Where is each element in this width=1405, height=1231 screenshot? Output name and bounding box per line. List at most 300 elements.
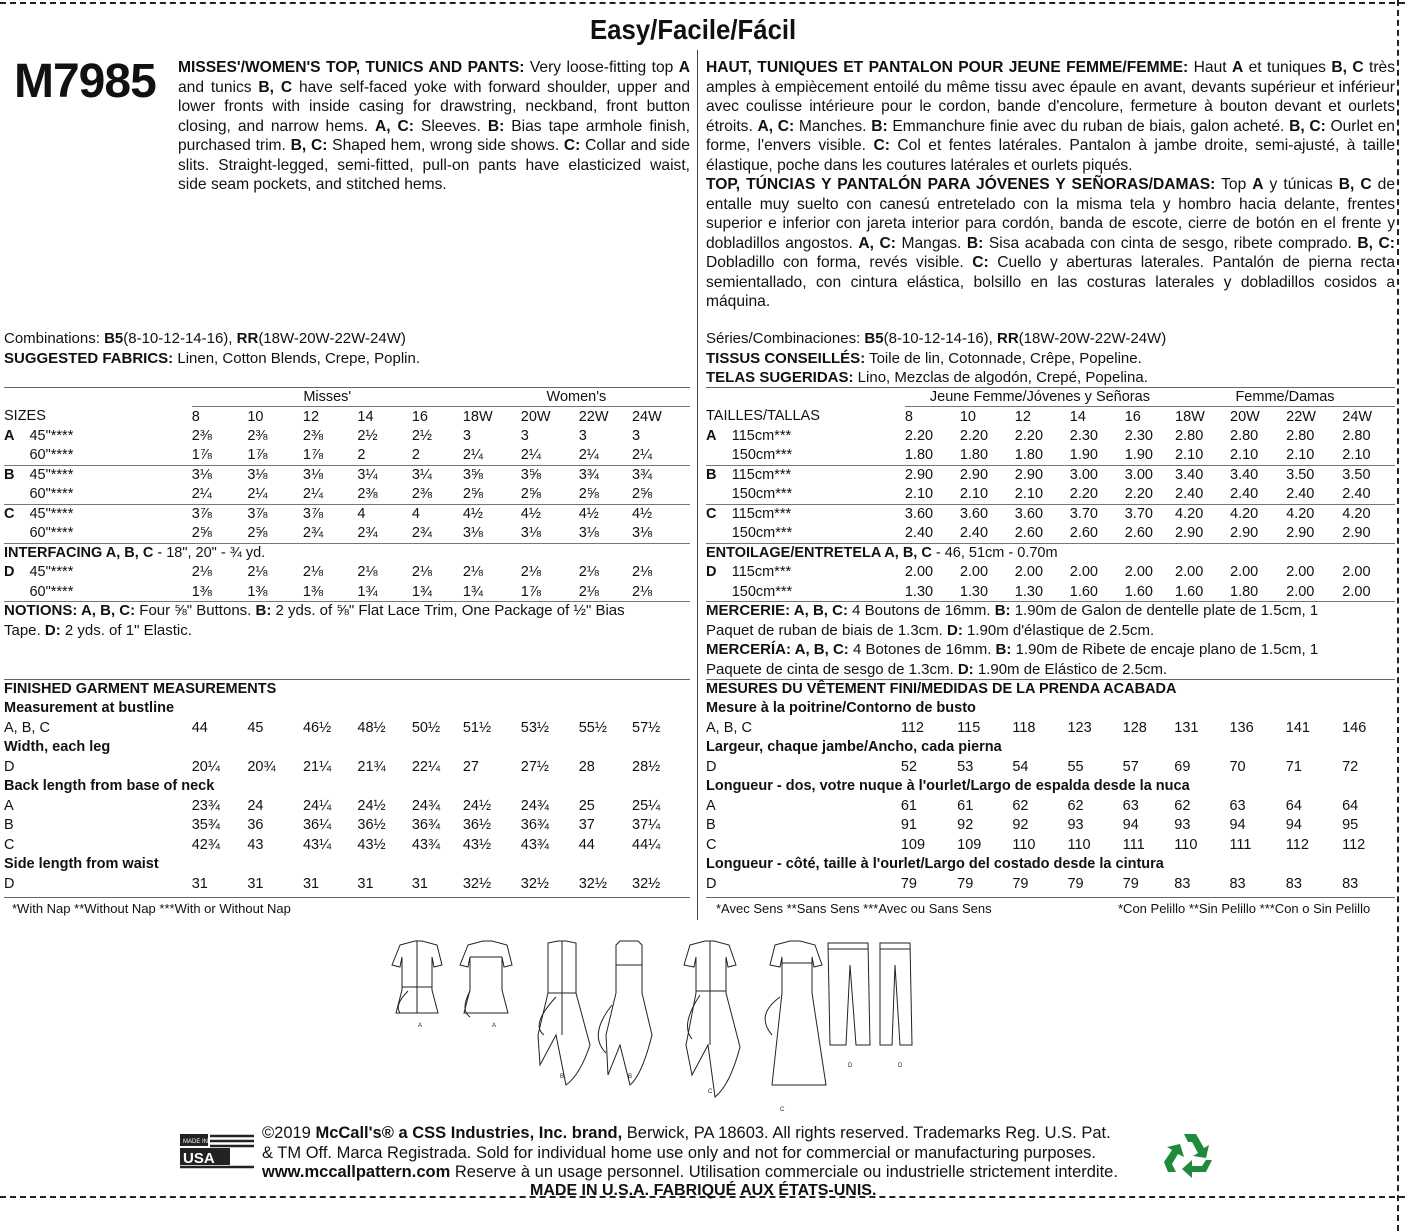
fabric-width: 45"**** <box>29 467 74 483</box>
measurement-value: 94 <box>1285 817 1302 834</box>
yardage-row <box>706 446 1395 466</box>
measurement-value: 79 <box>1067 875 1084 892</box>
measurement-value: 20¾ <box>247 758 276 775</box>
yardage-value: 1.90 <box>1125 446 1175 466</box>
yardage-value: 2.00 <box>1124 564 1153 581</box>
yardage-value: 2.20 <box>904 427 934 444</box>
combinations-right: Séries/Combinaciones: B5(8-10-12-14-16), RR(18W-20W-22W-24W) <box>706 330 1167 347</box>
yardage-value: 2.40 <box>1175 485 1230 505</box>
measurement-value: 64 <box>1342 797 1359 814</box>
measurement-value: 43¾ <box>520 836 549 853</box>
measurement-value: 43¾ <box>411 836 441 853</box>
measurement-value: 79 <box>900 875 917 892</box>
yardage-value: 2.80 <box>1175 427 1204 444</box>
size-header: 12 <box>302 408 320 425</box>
yardage-value: 2⅛ <box>302 564 324 581</box>
measurement-value: 71 <box>1285 758 1302 775</box>
view-label <box>706 524 732 544</box>
measurement-value: 61 <box>900 797 917 814</box>
group-misses: Misses' <box>192 387 463 407</box>
measurement-value: 95 <box>1342 817 1359 834</box>
measurement-row <box>4 796 690 816</box>
fabric-width: 60"**** <box>29 446 191 466</box>
yardage-value: 2⅛ <box>579 582 632 602</box>
measurement-value: 109 <box>957 836 982 853</box>
combinations-left: Combinations: B5(8-10-12-14-16), RR(18W-20W-22W-24W) <box>4 330 406 347</box>
yardage-row <box>4 504 690 524</box>
yardage-value: 2.00 <box>959 564 989 581</box>
measurement-value: 36 <box>247 817 264 834</box>
measurement-value: 51½ <box>462 719 492 736</box>
size-header: 12 <box>1014 408 1031 425</box>
measurement-value: 22¼ <box>411 758 441 775</box>
yardage-value: 2¼ <box>247 485 303 505</box>
yardage-value: 3⅞ <box>247 506 268 522</box>
yardage-value: 3.40 <box>1230 467 1259 483</box>
view-label: D <box>706 758 717 775</box>
measurement-value: 32½ <box>578 875 607 892</box>
yardage-value: 2⅝ <box>463 485 521 505</box>
measurement-value: 83 <box>1285 875 1302 892</box>
measurement-value: 123 <box>1067 719 1092 736</box>
finished-measurements-heading: FINISHED GARMENT MEASUREMENTS <box>4 680 277 697</box>
size-header: 10 <box>247 408 264 425</box>
view-label: C <box>4 836 15 853</box>
sketch-label: D <box>898 1063 903 1069</box>
measurement-row <box>706 874 1395 894</box>
yardage-value: 2¼ <box>303 485 357 505</box>
footnote-english: *With Nap **Without Nap ***With or Without Nap <box>12 901 291 916</box>
yardage-value: 2⅜ <box>247 427 268 444</box>
measurement-value: 25 <box>578 797 595 814</box>
sizes-row <box>4 407 690 427</box>
yardage-value: 4.20 <box>1175 506 1204 522</box>
yardage-value: 2¼ <box>521 446 579 466</box>
yardage-value: 2¼ <box>579 446 632 466</box>
yardage-value: 2.90 <box>1175 524 1230 544</box>
yardage-value: 4½ <box>520 506 541 522</box>
measurement-value: 79 <box>1122 875 1139 892</box>
yardage-row <box>706 485 1395 505</box>
yardage-value: 3¼ <box>357 467 378 483</box>
yardage-value: 1.80 <box>1015 446 1070 466</box>
yardage-value: 1⅞ <box>521 582 579 602</box>
view-label: D <box>4 758 15 775</box>
yardage-value: 3.60 <box>959 506 989 522</box>
size-group-header <box>706 387 1395 407</box>
notions-line: Tape. D: 2 yds. of 1" Elastic. <box>4 622 192 639</box>
yardage-value: 3 <box>578 427 587 444</box>
garment-sketches <box>380 935 920 1115</box>
yardage-value: 3⅝ <box>520 467 541 483</box>
yardage-value: 2¾ <box>357 524 411 544</box>
yardage-value: 2⅜ <box>357 485 411 505</box>
measurement-value: 111 <box>1122 836 1145 853</box>
measurement-value: 83 <box>1174 875 1191 892</box>
pattern-number: M7985 <box>14 55 156 108</box>
sketch-view-a-front <box>392 941 442 1013</box>
measurement-value: 28 <box>578 758 595 775</box>
sketch-label: C <box>708 1089 713 1095</box>
measurement-label: Measurement at bustline <box>4 700 175 717</box>
yardage-value: 1¾ <box>412 582 463 602</box>
yardage-value: 3⅛ <box>247 467 268 483</box>
yardage-value: 2⅜ <box>191 427 212 444</box>
yardage-value: 3.50 <box>1286 467 1315 483</box>
yardage-value: 2½ <box>357 427 378 444</box>
yardage-value: 2.10 <box>1230 446 1286 466</box>
yardage-value: 2⅛ <box>631 564 653 581</box>
yardage-value: 2.90 <box>959 467 989 483</box>
yardage-value: 4 <box>357 506 366 522</box>
measurement-value: 92 <box>957 817 974 834</box>
measurement-value: 110 <box>1067 836 1091 853</box>
measurement-value: 141 <box>1285 719 1310 736</box>
yardage-value: 2.40 <box>1342 485 1395 505</box>
footnote-french: *Avec Sens **Sans Sens ***Avec ou Sans Sens <box>716 901 992 916</box>
interfacing-label: INTERFACING A, B, C - 18", 20" - ¾ yd. <box>4 545 266 561</box>
fabric-width: 150cm*** <box>732 524 905 544</box>
measurement-value: 32½ <box>520 875 549 892</box>
yardage-row <box>4 524 690 544</box>
yardage-value: 2.10 <box>1342 446 1395 466</box>
yardage-value: 2.00 <box>1230 564 1259 581</box>
yardage-value: 3⅝ <box>462 467 483 483</box>
fabric-width: 150cm*** <box>732 582 905 602</box>
fabric-width: 60"**** <box>29 582 191 602</box>
measurement-value: 31 <box>357 875 374 892</box>
measurement-row <box>706 835 1395 855</box>
view-label <box>4 524 29 544</box>
finished-measurements-heading: MESURES DU VÊTEMENT FINI/MEDIDAS DE LA PRENDA ACABADA <box>706 680 1177 697</box>
yardage-value: 1⅜ <box>247 582 303 602</box>
measurement-value: 37 <box>578 817 595 834</box>
measurement-value: 35¾ <box>191 817 220 834</box>
measurement-value: 93 <box>1067 817 1084 834</box>
measurement-value: 44 <box>578 836 595 853</box>
yardage-row <box>706 563 1395 583</box>
yardage-value: 2.80 <box>1286 427 1315 444</box>
yardage-value: 1.80 <box>1230 582 1286 602</box>
yardage-value: 2.90 <box>1230 524 1286 544</box>
made-in-usa-logo <box>180 1134 254 1170</box>
group-misses: Jeune Femme/Jóvenes y Señoras <box>905 387 1175 407</box>
yardage-value: 3¾ <box>631 467 653 483</box>
yardage-value: 3¾ <box>578 467 599 483</box>
size-header: 14 <box>1069 408 1086 425</box>
view-label <box>4 582 29 602</box>
measurement-value: 53½ <box>520 719 549 736</box>
yardage-value: 2¾ <box>303 524 357 544</box>
size-header: 14 <box>357 408 374 425</box>
measurement-label: Side length from waist <box>4 856 159 873</box>
yardage-value: 2.30 <box>1124 427 1153 444</box>
yardage-value: 2¾ <box>412 524 463 544</box>
measurement-value: 112 <box>1285 836 1309 853</box>
interfacing-row <box>706 543 1395 563</box>
measurement-value: 92 <box>1012 817 1029 834</box>
measurement-value: 83 <box>1342 875 1359 892</box>
size-header: 8 <box>904 408 913 425</box>
view-label: B <box>4 467 15 483</box>
measurement-value: 43 <box>247 836 264 853</box>
yardage-value: 2.10 <box>1175 446 1230 466</box>
measurement-value: 79 <box>1012 875 1029 892</box>
yardage-row <box>706 426 1395 446</box>
yardage-value: 2.90 <box>1014 467 1044 483</box>
yardage-value: 3⅛ <box>191 467 212 483</box>
measurement-value: 112 <box>900 719 924 736</box>
footnote-spanish: *Con Pelillo **Sin Pelillo ***Con o Sin Pelillo <box>1118 901 1371 916</box>
description-english: MISSES'/WOMEN'S TOP, TUNICS AND PANTS: Very loose-fitting top A and tunics B, C have self-faced yoke with forward shoulder, upper and lower fronts with inside casing for drawstring, neckband, front button closing, and narrow hems. A, C: Sleeves. B: Bias tape armhole finish, purchased trim. B, C: Shaped hem, wrong side shows. C: Collar and side slits. Straight-legged, semi-fitted, pull-on pants have elasticized waist, side seam pockets, and stitched hems. <box>178 59 691 193</box>
sketch-label: B <box>628 1074 633 1080</box>
yardage-value: 3.70 <box>1069 506 1098 522</box>
fabric-width: 45"**** <box>29 506 74 522</box>
yardage-value: 3⅛ <box>463 524 521 544</box>
yardage-value: 2.40 <box>960 524 1015 544</box>
measurement-value: 94 <box>1122 817 1139 834</box>
yardage-value: 2.20 <box>1014 427 1044 444</box>
measurement-value: 83 <box>1229 875 1246 892</box>
yardage-value: 3.40 <box>1175 467 1204 483</box>
measurement-label: Back length from base of neck <box>4 778 215 795</box>
measurement-row <box>4 816 690 836</box>
merceria-line: MERCERÍA: A, B, C: 4 Botones de 16mm. B: 1.90m de Ribete de encaje plano de 1.5cm, 1 <box>706 641 1319 658</box>
made-in-usa-text: MADE IN U.S.A. FABRIQUÉ AUX ÉTATS-UNIS. <box>530 1182 877 1199</box>
yardage-value: 2.00 <box>1342 564 1371 581</box>
yardage-value: 2.10 <box>905 485 960 505</box>
yardage-value: 1¾ <box>357 582 411 602</box>
finished-measurements-table <box>4 679 690 894</box>
measurement-value: 70 <box>1229 758 1246 775</box>
measurement-value: 24 <box>247 797 264 814</box>
measurement-value: 62 <box>1174 797 1191 814</box>
finished-measurements-table <box>706 679 1395 894</box>
sizes-label: SIZES <box>4 408 46 425</box>
measurement-value: 42¾ <box>191 836 220 853</box>
measurement-value: 43½ <box>357 836 386 853</box>
yardage-value: 2.90 <box>1342 524 1395 544</box>
fabric-width: 150cm*** <box>732 446 905 466</box>
column-divider <box>697 50 698 920</box>
yardage-value: 4½ <box>462 506 483 522</box>
yardage-value: 2⅜ <box>412 485 463 505</box>
measurement-value: 94 <box>1229 817 1246 834</box>
yardage-value: 2.40 <box>905 524 960 544</box>
measurement-value: 27½ <box>520 758 549 775</box>
yardage-value: 2.00 <box>1286 582 1342 602</box>
measurement-row <box>706 796 1395 816</box>
copyright-notice: ©2019 McCall's® a CSS Industries, Inc. brand, Berwick, PA 18603. All rights reserved. Trademarks Reg. U.S. Pat. & TM Off. Marca Registrada. Sold for individual home use only and not for commercial or manufacturing purposes. www.mccallpattern.com Reserve à un usage personnel. Utilisation commerciale ou industrielle strictement interdite. <box>262 1124 1118 1181</box>
yardage-value: 2⅛ <box>191 564 212 581</box>
notions-line: NOTIONS: A, B, C: Four ⅝" Buttons. B: 2 yds. of ⅝" Flat Lace Trim, One Package of ½" Bias <box>4 602 625 619</box>
measurement-value: 110 <box>1174 836 1198 853</box>
group-womens: Women's <box>463 387 690 407</box>
measurement-value: 55 <box>1067 758 1084 775</box>
fabric-width: 115cm*** <box>731 564 792 581</box>
yardage-value: 2.80 <box>1230 427 1259 444</box>
measurement-value: 115 <box>957 719 981 736</box>
measurement-value: 136 <box>1229 719 1254 736</box>
measurement-value: 146 <box>1342 719 1367 736</box>
yardage-value: 3⅛ <box>632 524 690 544</box>
yardage-row <box>4 465 690 485</box>
yardage-row <box>706 465 1395 485</box>
yardage-value: 2.00 <box>904 564 934 581</box>
view-label: D <box>4 875 15 892</box>
yardage-value: 1.30 <box>905 582 960 602</box>
yardage-value: 1⅞ <box>303 446 357 466</box>
yardage-value: 2.00 <box>1069 564 1098 581</box>
view-label: A <box>706 427 717 444</box>
yardage-row <box>4 426 690 446</box>
yardage-table <box>4 387 690 602</box>
yardage-value: 4 <box>411 506 420 522</box>
yardage-value: 3.00 <box>1124 467 1153 483</box>
suggested-fabrics-spanish: TELAS SUGERIDAS: Lino, Mezclas de algodón, Crepé, Popelina. <box>706 369 1148 386</box>
yardage-value: 4.20 <box>1286 506 1315 522</box>
yardage-row <box>4 446 690 466</box>
sketch-view-d-back <box>880 943 912 1045</box>
yardage-value: 2.20 <box>1070 485 1125 505</box>
yardage-row <box>4 563 690 583</box>
yardage-row <box>706 504 1395 524</box>
yardage-value: 3.60 <box>904 506 934 522</box>
measurement-value: 53 <box>957 758 974 775</box>
measurement-value: 28½ <box>632 758 661 775</box>
yardage-value: 2.40 <box>1230 485 1286 505</box>
yardage-value: 1.80 <box>905 446 960 466</box>
view-label: A, B, C <box>4 719 50 736</box>
measurement-value: 32½ <box>632 875 661 892</box>
made-in-usa-logo-text: MADE IN <box>183 1139 209 1145</box>
yardage-value: 3⅛ <box>579 524 632 544</box>
yardage-value: 1.30 <box>1015 582 1070 602</box>
suggested-fabrics-left: SUGGESTED FABRICS: Linen, Cotton Blends, Crepe, Poplin. <box>4 350 421 367</box>
yardage-value: 3 <box>462 427 471 444</box>
yardage-value: 1⅜ <box>303 582 357 602</box>
measurement-value: 52 <box>900 758 917 775</box>
view-label: A, B, C <box>706 719 752 736</box>
measurement-value: 45 <box>247 719 264 736</box>
mercerie-line: MERCERIE: A, B, C: 4 Boutons de 16mm. B: 1.90m de Galon de dentelle plate de 1.5cm, 1 <box>706 602 1319 619</box>
measurement-value: 24¾ <box>520 797 549 814</box>
measurement-value: 69 <box>1174 758 1191 775</box>
sketch-label: D <box>848 1063 853 1069</box>
yardage-value: 2⅛ <box>578 564 599 581</box>
yardage-value: 2.10 <box>960 485 1015 505</box>
yardage-row <box>706 582 1395 602</box>
measurement-value: 31 <box>191 875 208 892</box>
interfacing-row <box>4 543 690 563</box>
measurement-value: 57 <box>1122 758 1139 775</box>
measurement-value: 93 <box>1174 817 1191 834</box>
size-header: 18W <box>1175 408 1205 425</box>
yardage-value: 4.20 <box>1230 506 1259 522</box>
measurement-value: 64 <box>1285 797 1302 814</box>
measurement-value: 55½ <box>578 719 607 736</box>
view-label: A <box>706 797 716 814</box>
measurement-value: 31 <box>247 875 264 892</box>
measurement-value: 72 <box>1342 758 1359 775</box>
yardage-value: 2 <box>412 446 463 466</box>
yardage-value: 4½ <box>578 506 599 522</box>
yardage-value: 2.40 <box>1286 485 1342 505</box>
sketch-view-b-front <box>538 941 590 1085</box>
yardage-value: 2.60 <box>1125 524 1175 544</box>
view-label: D <box>706 875 717 892</box>
view-label <box>4 446 29 466</box>
yardage-value: 1¾ <box>463 582 521 602</box>
measurement-value: 27 <box>462 758 479 775</box>
sizes-row <box>706 407 1395 427</box>
yardage-value: 2.30 <box>1069 427 1098 444</box>
yardage-row <box>4 582 690 602</box>
yardage-value: 1⅞ <box>247 446 303 466</box>
yardage-value: 2⅛ <box>462 564 483 581</box>
view-label: C <box>706 836 717 853</box>
sketch-label: A <box>492 1023 497 1029</box>
measurement-value: 36¾ <box>520 817 549 834</box>
sketch-view-c-front <box>684 941 740 1097</box>
measurement-value: 37¼ <box>632 817 661 834</box>
yardage-row <box>4 485 690 505</box>
measurement-value: 44¼ <box>632 836 661 853</box>
yardage-value: 1.60 <box>1125 582 1175 602</box>
measurement-value: 36¼ <box>302 817 332 834</box>
view-label: C <box>706 506 717 522</box>
view-label <box>706 582 732 602</box>
measurement-value: 91 <box>900 817 917 834</box>
measurement-label: Mesure à la poitrine/Contorno de busto <box>706 700 976 717</box>
measurement-value: 43½ <box>462 836 492 853</box>
yardage-value: 2.80 <box>1342 427 1371 444</box>
measurement-label: Width, each leg <box>4 739 111 756</box>
view-label: D <box>706 564 717 581</box>
recycle-icon <box>1162 1130 1218 1184</box>
view-label: B <box>4 817 14 834</box>
measurement-row <box>4 835 690 855</box>
sketch-label: B <box>560 1074 565 1080</box>
measurement-value: 63 <box>1122 797 1139 814</box>
fabric-width: 60"**** <box>29 524 191 544</box>
website-link[interactable]: www.mccallpattern.com <box>262 1163 451 1181</box>
measurement-value: 54 <box>1012 758 1029 775</box>
measurement-value: 31 <box>302 875 320 892</box>
sizes-label: TAILLES/TALLAS <box>706 408 820 425</box>
yardage-value: 2⅝ <box>192 524 248 544</box>
yardage-value: 3.00 <box>1069 467 1098 483</box>
yardage-value: 2¼ <box>192 485 248 505</box>
yardage-value: 1.60 <box>1175 582 1230 602</box>
yardage-value: 2.20 <box>1125 485 1175 505</box>
view-label <box>4 485 29 505</box>
size-header: 10 <box>959 408 976 425</box>
yardage-value: 3 <box>631 427 641 444</box>
view-label <box>706 485 732 505</box>
yardage-value: 2.00 <box>1175 564 1204 581</box>
yardage-value: 2.20 <box>959 427 989 444</box>
yardage-value: 3.70 <box>1124 506 1153 522</box>
size-header: 16 <box>1124 408 1141 425</box>
measurement-value: 48½ <box>357 719 386 736</box>
measurement-value: 24½ <box>462 797 492 814</box>
view-label: A <box>4 797 14 814</box>
size-group-header <box>4 387 690 407</box>
measurement-value: 20¼ <box>191 758 220 775</box>
size-header: 24W <box>1342 408 1373 425</box>
yardage-value: 2⅝ <box>247 524 303 544</box>
